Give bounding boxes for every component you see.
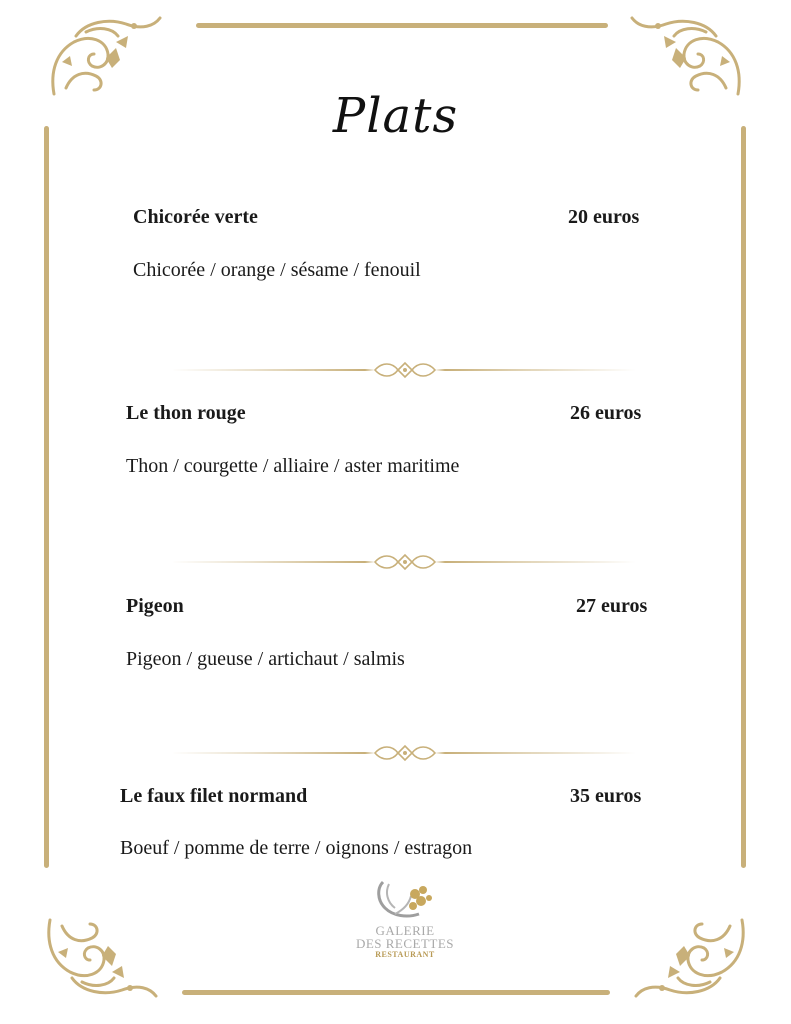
ornamental-divider-icon [170, 743, 640, 763]
frame-bottom-bar [182, 990, 610, 995]
logo-text-line3: RESTAURANT [375, 950, 435, 959]
dish-name: Le faux filet normand [120, 785, 308, 807]
menu-title: Plats [332, 88, 459, 144]
dish-price: 27 euros [576, 595, 648, 617]
dish-description: Chicorée / orange / sésame / fenouil [133, 259, 421, 281]
ornamental-divider-icon [170, 552, 640, 572]
restaurant-logo [350, 874, 460, 974]
frame-left-bar [44, 126, 49, 868]
dish-description: Pigeon / gueuse / artichaut / salmis [126, 648, 405, 670]
dish-price: 35 euros [570, 785, 642, 807]
logo-text-line1: GALERIE [375, 923, 435, 938]
cornucopia-icon [375, 874, 435, 924]
frame-top-bar [196, 23, 608, 28]
corner-ornament-bottom-right-icon [632, 912, 750, 1002]
dish-description: Thon / courgette / alliaire / aster maritime [126, 455, 460, 477]
dish-price: 26 euros [570, 402, 642, 424]
logo-text-line2: DES RECETTES [355, 936, 455, 951]
dish-name: Le thon rouge [126, 402, 246, 424]
frame-right-bar [741, 126, 746, 868]
dish-name: Chicorée verte [133, 206, 258, 228]
ornamental-divider-icon [170, 360, 640, 380]
dish-price: 20 euros [568, 206, 640, 228]
corner-ornament-bottom-left-icon [42, 912, 160, 1002]
dish-description: Boeuf / pomme de terre / oignons / estragon [120, 837, 473, 859]
dish-name: Pigeon [126, 595, 184, 617]
